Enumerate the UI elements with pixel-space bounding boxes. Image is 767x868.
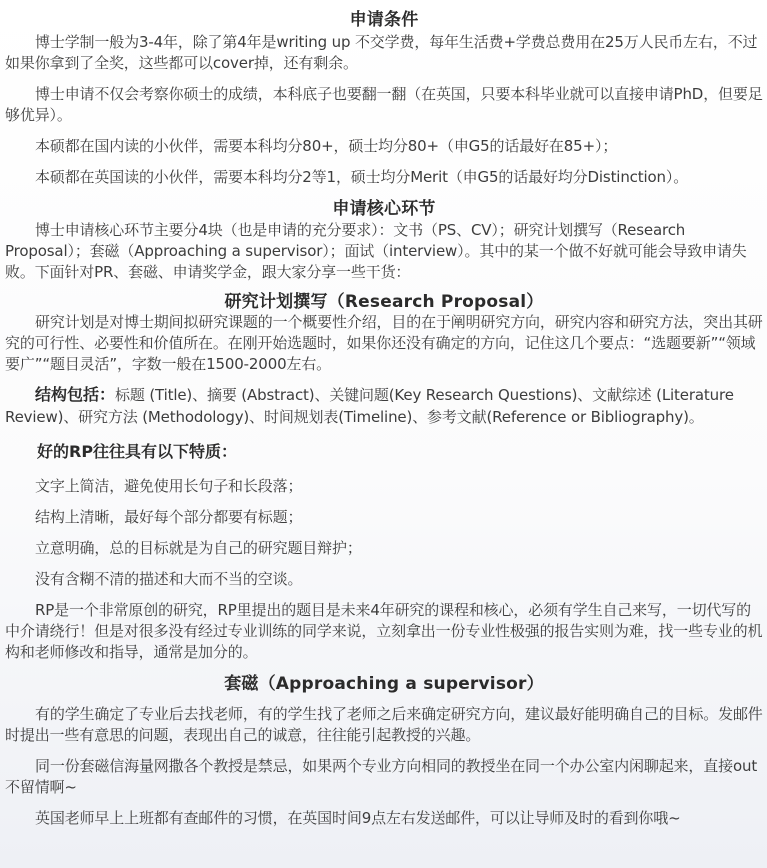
paragraph: RP是一个非常原创的研究，RP里提出的题目是未来4年研究的课程和核心，必须有学生自己来写，一切代写的中介请绕行！但是对很多没有经过专业训练的同学来说，立刻拿出一份专业性极强的报告实则为难，找一些专业的机构和老师修改和指导，通常是加分的。 bbox=[5, 601, 763, 661]
paragraph: 博士申请不仅会考察你硕士的成绩，本科底子也要翻一翻（在英国，只要本科毕业就可以直接申请PhD，但要足够优异）。 bbox=[5, 85, 763, 124]
paragraph: 研究计划是对博士期间拟研究课题的一个概要性介绍，目的在于阐明研究方向，研究内容和研究方法，突出其研究的可行性、必要性和价值所在。在刚开始选题时，如果你还没有确定的方向，记住这几个要点：“选题要新”“领域要广”“题目灵活”，字数一般在1500-2000左右。 bbox=[5, 313, 763, 373]
qualities-heading: 好的RP往往具有以下特质： bbox=[37, 442, 238, 461]
quality-item: 没有含糊不清的描述和大而不当的空谈。 bbox=[35, 570, 303, 588]
paragraph: 本硕都在英国读的小伙伴，需要本科均分2等1，硕士均分Merit（申G5的话最好均分Distinction）。 bbox=[35, 168, 689, 186]
section-title-supervisor: 套磁（Approaching a supervisor） bbox=[224, 674, 544, 694]
quality-item: 立意明确，总的目标就是为自己的研究题目辩护； bbox=[35, 539, 362, 557]
paragraph: 本硕都在国内读的小伙伴，需要本科均分80+，硕士均分80+（申G5的话最好在85+）； bbox=[35, 137, 618, 155]
structure-label: 结构包括： bbox=[35, 385, 116, 404]
section-title-core: 申请核心环节 bbox=[332, 199, 436, 219]
quality-item: 文字上简洁，避免使用长句子和长段落； bbox=[35, 477, 303, 495]
paragraph: 博士申请核心环节主要分4块（也是申请的充分要求）：文书（PS、CV）；研究计划撰写（Research Proposal）；套磁（Approaching a supervisor）；面试（interview）。其中的某一个做不好就可能会导致申请失败。下面针对PR、套磁、申请奖学金，跟大家分享一些干货： bbox=[5, 221, 747, 281]
section-title-conditions: 申请条件 bbox=[349, 10, 419, 30]
paragraph: 同一份套磁信海量网撒各个教授是禁忌，如果两个专业方向相同的教授坐在同一个办公室内闲聊起来，直接out不留情啊~ bbox=[5, 757, 758, 796]
structure-text: 标题 (Title)、摘要 (Abstract)、关键问题(Key Research Questions)、文献综述 (Literature Review)、研究方法 (Methodology)、时间规划表(Timeline)、参考文献(Reference or Bibliography)。 bbox=[5, 386, 734, 426]
structure-paragraph bbox=[5, 384, 763, 428]
paragraph: 有的学生确定了专业后去找老师，有的学生找了老师之后来确定研究方向，建议最好能明确自己的目标。发邮件时提出一些有意思的问题，表现出自己的诚意，往往能引起教授的兴趣。 bbox=[5, 705, 763, 744]
quality-item: 结构上清晰，最好每个部分都要有标题； bbox=[35, 508, 303, 526]
paragraph: 英国老师早上上班都有查邮件的习惯，在英国时间9点左右发送邮件，可以让导师及时的看到你哦~ bbox=[35, 809, 681, 827]
section-title-research-proposal: 研究计划撰写（Research Proposal） bbox=[224, 292, 544, 312]
paragraph: 博士学制一般为3-4年，除了第4年是writing up 不交学费，每年生活费+学费总费用在25万人民币左右，不过如果你拿到了全奖，这些都可以cover掉，还有剩余。 bbox=[5, 33, 758, 72]
